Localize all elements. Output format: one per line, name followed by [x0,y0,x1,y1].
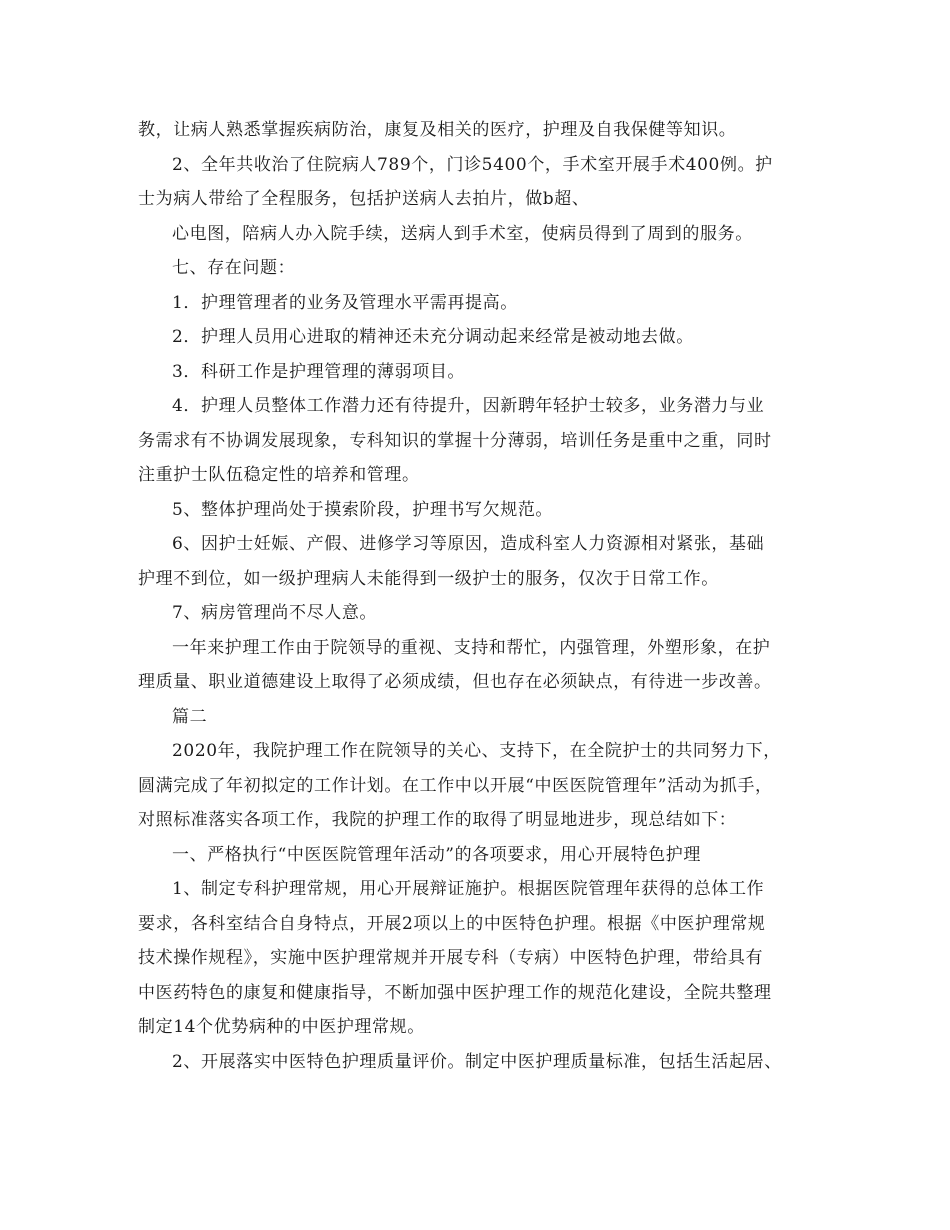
text-line: 心电图，陪病人办入院手续，送病人到手术室，使病员得到了周到的服务。 [172,224,753,244]
text-line: 4．护理人员整体工作潜力还有待提升，因新聘年轻护士较多，业务潜力与业 [172,396,765,416]
text-line: 士为病人带给了全程服务，包括护送病人去拍片，做b超、 [138,189,590,209]
text-line: 一年来护理工作由于院领导的重视、支持和帮忙，内强管理，外塑形象，在护 [172,638,771,658]
section-heading: 篇二 [172,707,208,727]
section-heading: 一、严格执行“中医医院管理年活动”的各项要求，用心开展特色护理 [172,845,701,865]
text-line: 圆满完成了年初拟定的工作计划。在工作中以开展“中医医院管理年”活动为抓手， [138,776,773,796]
text-line: 1、制定专科护理常规，用心开展辩证施护。根据医院管理年获得的总体工作 [172,879,765,899]
text-line: 2、开展落实中医特色护理质量评价。制定中医护理质量标准，包括生活起居、 [172,1052,782,1072]
text-line: 护理不到位，如一级护理病人未能得到一级护士的服务，仅次于日常工作。 [138,569,719,589]
text-line: 技术操作规程》，实施中医护理常规并开展专科（专病）中医特色护理，带给具有 [138,948,764,968]
text-line: 要求，各科室结合自身特点，开展2项以上的中医特色护理。根据《中医护理常规 [138,914,766,934]
text-line: 注重护士队伍稳定性的培养和管理。 [138,465,420,485]
text-line: 1．护理管理者的业务及管理水平需再提高。 [172,293,518,313]
text-line: 5、整体护理尚处于摸索阶段，护理书写欠规范。 [172,500,554,520]
text-line: 3．科研工作是护理管理的薄弱项目。 [172,362,466,382]
text-line: 2．护理人员用心进取的精神还未充分调动起来经常是被动地去做。 [172,327,694,347]
text-line: 6、因护士妊娠、产假、进修学习等原因，造成科室人力资源相对紧张，基础 [172,534,765,554]
section-heading: 七、存在问题： [172,258,296,278]
text-line: 2、全年共收治了住院病人789个，门诊5400个，手术室开展手术400例。护 [172,155,773,175]
text-line: 务需求有不协调发展现象，专科知识的掌握十分薄弱，培训任务是重中之重，同时 [138,431,772,451]
text-line: 教，让病人熟悉掌握疾病防治，康复及相关的医疗，护理及自我保健等知识。 [138,120,737,140]
text-line: 2020年，我院护理工作在院领导的关心、支持下，在全院护士的共同努力下， [172,741,781,761]
text-line: 制定14个优势病种的中医护理常规。 [138,1017,425,1037]
text-line: 7、病房管理尚不尽人意。 [172,603,378,623]
text-line: 中医药特色的康复和健康指导，不断加强中医护理工作的规范化建设，全院共整理 [138,983,772,1003]
text-line: 理质量、职业道德建设上取得了必须成绩，但也存在必须缺点，有待进一步改善。 [138,672,772,692]
text-line: 对照标准落实各项工作，我院的护理工作的取得了明显地进步，现总结如下： [138,810,737,830]
